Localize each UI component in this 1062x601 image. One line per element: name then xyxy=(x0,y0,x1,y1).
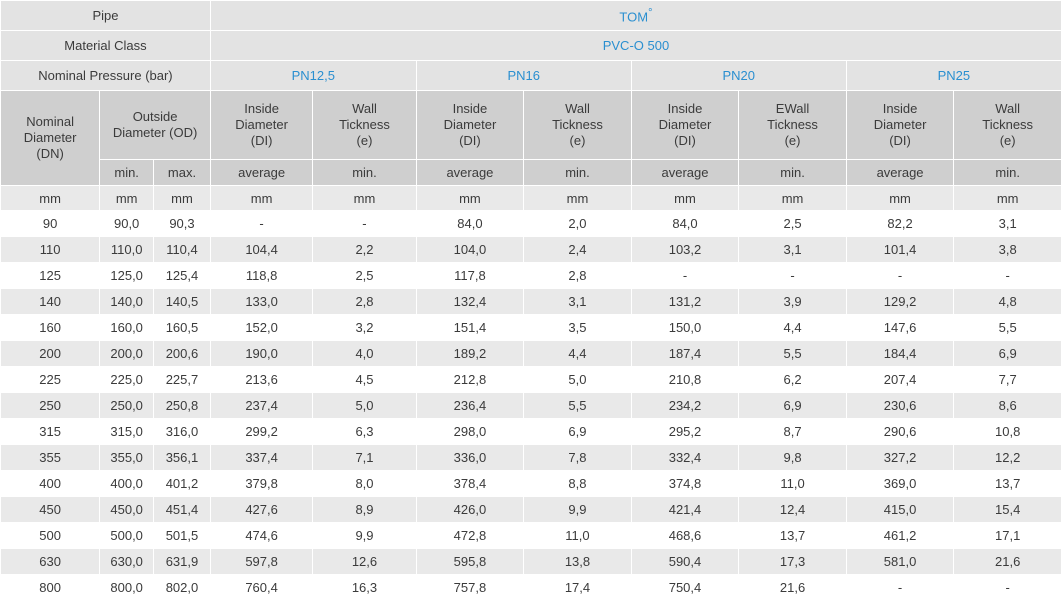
table-cell: 472,8 xyxy=(416,523,524,549)
label-line: (DI) xyxy=(250,133,273,149)
table-cell: 8,9 xyxy=(313,497,416,523)
label-line: (e) xyxy=(999,133,1016,149)
table-cell: 151,4 xyxy=(416,315,524,341)
col-inside-diameter-pn25 xyxy=(846,91,954,160)
table-cell: 160,0 xyxy=(100,315,154,341)
label-line: Tickness xyxy=(339,116,390,132)
pipe-label: Pipe xyxy=(1,1,211,31)
table-cell: 2,0 xyxy=(524,211,632,237)
table-cell: 152,0 xyxy=(210,315,312,341)
table-cell: 3,5 xyxy=(524,315,632,341)
table-cell: 426,0 xyxy=(416,497,524,523)
table-cell: 225,0 xyxy=(100,367,154,393)
table-cell: 2,8 xyxy=(313,289,416,315)
table-cell: 131,2 xyxy=(631,289,739,315)
table-cell: 2,8 xyxy=(524,263,632,289)
label-line: Inside xyxy=(667,100,703,116)
subhead-di-average-pn125: average xyxy=(210,160,312,186)
unit-cell: mm xyxy=(524,186,632,211)
table-cell: 225,7 xyxy=(154,367,211,393)
table-cell: 125,0 xyxy=(100,263,154,289)
table-cell: 450,0 xyxy=(100,497,154,523)
table-cell: 190,0 xyxy=(210,341,312,367)
table-cell: 630,0 xyxy=(100,549,154,575)
label-line: Inside xyxy=(452,100,488,116)
table-cell: 8,0 xyxy=(313,471,416,497)
label-line: (DI) xyxy=(459,133,481,149)
table-cell: 750,4 xyxy=(631,575,739,601)
table-cell: 7,1 xyxy=(313,445,416,471)
pressure-class-pn125: PN12,5 xyxy=(210,61,416,91)
table-cell: 501,5 xyxy=(154,523,211,549)
label-line: Tickness xyxy=(552,116,603,132)
table-cell: 132,4 xyxy=(416,289,524,315)
table-cell: 16,3 xyxy=(313,575,416,601)
table-cell: - xyxy=(846,263,954,289)
table-row xyxy=(1,211,1062,237)
table-cell: 17,1 xyxy=(954,523,1062,549)
table-cell: 3,9 xyxy=(739,289,847,315)
table-cell: 147,6 xyxy=(846,315,954,341)
table-cell: 760,4 xyxy=(210,575,312,601)
table-cell: 6,3 xyxy=(313,419,416,445)
label-line: Wall xyxy=(995,100,1021,116)
pressure-class-pn25: PN25 xyxy=(846,61,1061,91)
table-cell: 295,2 xyxy=(631,419,739,445)
table-cell: 379,8 xyxy=(210,471,312,497)
table-cell: 200 xyxy=(1,341,100,367)
table-cell: 5,0 xyxy=(313,393,416,419)
table-row xyxy=(1,237,1062,263)
table-cell: 597,8 xyxy=(210,549,312,575)
table-cell: 13,7 xyxy=(954,471,1062,497)
table-cell: 802,0 xyxy=(154,575,211,601)
table-row xyxy=(1,497,1062,523)
table-cell: 757,8 xyxy=(416,575,524,601)
table-cell: 250 xyxy=(1,393,100,419)
table-cell: 110,0 xyxy=(100,237,154,263)
table-cell: 13,7 xyxy=(739,523,847,549)
table-cell: 327,2 xyxy=(846,445,954,471)
unit-cell: mm xyxy=(100,186,154,211)
table-cell: 140,5 xyxy=(154,289,211,315)
pressure-class-pn20: PN20 xyxy=(631,61,846,91)
pipe-value xyxy=(210,1,1061,31)
table-cell: 401,2 xyxy=(154,471,211,497)
table-cell: 5,0 xyxy=(524,367,632,393)
table-cell: 82,2 xyxy=(846,211,954,237)
table-cell: 400 xyxy=(1,471,100,497)
table-cell: 12,2 xyxy=(954,445,1062,471)
label-line: Tickness xyxy=(982,116,1034,132)
table-cell: 590,4 xyxy=(631,549,739,575)
table-cell: 237,4 xyxy=(210,393,312,419)
col-nominal-diameter xyxy=(1,91,100,186)
label-line: Inside xyxy=(244,100,279,116)
table-row xyxy=(1,445,1062,471)
table-cell: 160 xyxy=(1,315,100,341)
label-line: Diameter xyxy=(443,116,497,132)
table-cell: 7,7 xyxy=(954,367,1062,393)
table-cell: - xyxy=(631,263,739,289)
subhead-od-min: min. xyxy=(100,160,154,186)
table-cell: 11,0 xyxy=(524,523,632,549)
table-cell: 101,4 xyxy=(846,237,954,263)
table-cell: 378,4 xyxy=(416,471,524,497)
unit-cell: mm xyxy=(210,186,312,211)
unit-cell: mm xyxy=(631,186,739,211)
table-cell: 421,4 xyxy=(631,497,739,523)
col-outside-diameter-line1: Outside xyxy=(132,108,178,124)
table-row xyxy=(1,315,1062,341)
table-cell: - xyxy=(739,263,847,289)
col-wall-thickness-pn25 xyxy=(954,91,1062,160)
table-cell: 184,4 xyxy=(846,341,954,367)
table-cell: 5,5 xyxy=(524,393,632,419)
col-wall-thickness-pn125 xyxy=(313,91,416,160)
table-cell: 315,0 xyxy=(100,419,154,445)
table-cell: 21,6 xyxy=(739,575,847,601)
table-cell: 6,9 xyxy=(739,393,847,419)
table-cell: 4,0 xyxy=(313,341,416,367)
table-row xyxy=(1,263,1062,289)
table-cell: 415,0 xyxy=(846,497,954,523)
table-cell: 500,0 xyxy=(100,523,154,549)
table-cell: 15,4 xyxy=(954,497,1062,523)
col-nominal-diameter-line2: Diameter xyxy=(23,129,77,145)
pipe-row xyxy=(1,1,1062,31)
table-cell: 11,0 xyxy=(739,471,847,497)
table-cell: 103,2 xyxy=(631,237,739,263)
table-row xyxy=(1,471,1062,497)
table-cell: 461,2 xyxy=(846,523,954,549)
table-cell: 213,6 xyxy=(210,367,312,393)
table-cell: 8,7 xyxy=(739,419,847,445)
table-cell: 298,0 xyxy=(416,419,524,445)
table-cell: 10,8 xyxy=(954,419,1062,445)
column-subheader-row xyxy=(1,160,1062,186)
material-class-label: Material Class xyxy=(1,31,211,61)
table-cell: 630 xyxy=(1,549,100,575)
table-cell: 8,8 xyxy=(524,471,632,497)
table-cell: 118,8 xyxy=(210,263,312,289)
table-cell: 84,0 xyxy=(416,211,524,237)
table-cell: 2,5 xyxy=(313,263,416,289)
table-cell: 133,0 xyxy=(210,289,312,315)
table-cell: 500 xyxy=(1,523,100,549)
table-cell: 400,0 xyxy=(100,471,154,497)
unit-cell: mm xyxy=(846,186,954,211)
table-cell: 90 xyxy=(1,211,100,237)
table-cell: 332,4 xyxy=(631,445,739,471)
table-cell: 631,9 xyxy=(154,549,211,575)
pipe-value-text: TOM xyxy=(619,9,649,25)
table-cell: 336,0 xyxy=(416,445,524,471)
col-outside-diameter xyxy=(100,91,211,160)
table-cell: 200,6 xyxy=(154,341,211,367)
subhead-e-min-pn16: min. xyxy=(524,160,632,186)
label-line: Diameter xyxy=(658,116,712,132)
table-cell: 3,1 xyxy=(524,289,632,315)
nominal-pressure-row xyxy=(1,61,1062,91)
table-cell: 17,3 xyxy=(739,549,847,575)
table-cell: - xyxy=(313,211,416,237)
unit-cell: mm xyxy=(739,186,847,211)
table-cell: 117,8 xyxy=(416,263,524,289)
material-class-row xyxy=(1,31,1062,61)
table-cell: 337,4 xyxy=(210,445,312,471)
table-row xyxy=(1,367,1062,393)
table-cell: 90,0 xyxy=(100,211,154,237)
table-cell: 21,6 xyxy=(954,549,1062,575)
table-cell: 140 xyxy=(1,289,100,315)
label-line: EWall xyxy=(775,100,810,116)
table-cell: 110 xyxy=(1,237,100,263)
label-line: Tickness xyxy=(767,116,818,132)
column-group-header-row xyxy=(1,91,1062,160)
table-cell: 581,0 xyxy=(846,549,954,575)
table-cell: 800,0 xyxy=(100,575,154,601)
table-cell: 3,2 xyxy=(313,315,416,341)
material-class-value: PVC-O 500 xyxy=(210,31,1061,61)
table-row xyxy=(1,341,1062,367)
table-cell: 250,8 xyxy=(154,393,211,419)
table-cell: - xyxy=(846,575,954,601)
label-line: (DI) xyxy=(674,133,696,149)
subhead-e-min-pn20: min. xyxy=(739,160,847,186)
table-cell: 212,8 xyxy=(416,367,524,393)
label-line: (e) xyxy=(569,133,586,149)
table-body xyxy=(1,211,1062,601)
table-cell: 12,4 xyxy=(739,497,847,523)
table-cell: - xyxy=(954,575,1062,601)
table-cell: 13,8 xyxy=(524,549,632,575)
units-row xyxy=(1,186,1062,211)
table-cell: 369,0 xyxy=(846,471,954,497)
table-cell: 6,9 xyxy=(954,341,1062,367)
table-cell: 800 xyxy=(1,575,100,601)
subhead-di-average-pn16: average xyxy=(416,160,524,186)
table-cell: 316,0 xyxy=(154,419,211,445)
subhead-e-min-pn125: min. xyxy=(313,160,416,186)
table-cell: 468,6 xyxy=(631,523,739,549)
label-line: Wall xyxy=(352,100,377,116)
pressure-class-pn16: PN16 xyxy=(416,61,631,91)
col-inside-diameter-pn125 xyxy=(210,91,312,160)
table-cell: 110,4 xyxy=(154,237,211,263)
table-cell: 200,0 xyxy=(100,341,154,367)
table-row xyxy=(1,575,1062,601)
table-cell: 6,9 xyxy=(524,419,632,445)
col-wall-thickness-pn16 xyxy=(524,91,632,160)
table-cell: 356,1 xyxy=(154,445,211,471)
label-line: (e) xyxy=(356,133,373,149)
table-row xyxy=(1,289,1062,315)
table-cell: 104,0 xyxy=(416,237,524,263)
col-nominal-diameter-line1: Nominal xyxy=(26,113,74,129)
table-row xyxy=(1,549,1062,575)
table-cell: 187,4 xyxy=(631,341,739,367)
unit-cell: mm xyxy=(954,186,1062,211)
table-cell: 207,4 xyxy=(846,367,954,393)
table-cell: 299,2 xyxy=(210,419,312,445)
table-cell: 450 xyxy=(1,497,100,523)
table-cell: 234,2 xyxy=(631,393,739,419)
table-cell: 225 xyxy=(1,367,100,393)
table-cell: 355 xyxy=(1,445,100,471)
label-line: (DI) xyxy=(889,133,911,149)
col-inside-diameter-pn20 xyxy=(631,91,739,160)
label-line: Inside xyxy=(882,100,918,116)
table-cell: 474,6 xyxy=(210,523,312,549)
table-cell: 8,6 xyxy=(954,393,1062,419)
col-wall-thickness-pn20 xyxy=(739,91,847,160)
table-cell: 7,8 xyxy=(524,445,632,471)
table-cell: 160,5 xyxy=(154,315,211,341)
table-cell: 210,8 xyxy=(631,367,739,393)
table-cell: 595,8 xyxy=(416,549,524,575)
table-cell: 4,4 xyxy=(524,341,632,367)
unit-cell: mm xyxy=(313,186,416,211)
table-row xyxy=(1,523,1062,549)
subhead-e-min-pn25: min. xyxy=(954,160,1062,186)
label-line: Wall xyxy=(565,100,590,116)
table-cell: 9,9 xyxy=(524,497,632,523)
table-cell: 236,4 xyxy=(416,393,524,419)
table-cell: 90,3 xyxy=(154,211,211,237)
table-cell: - xyxy=(954,263,1062,289)
table-cell: 12,6 xyxy=(313,549,416,575)
table-cell: 355,0 xyxy=(100,445,154,471)
pipe-value-mark: ° xyxy=(648,6,653,19)
table-cell: 4,5 xyxy=(313,367,416,393)
subhead-od-max: max. xyxy=(154,160,211,186)
table-cell: 9,9 xyxy=(313,523,416,549)
table-cell: 150,0 xyxy=(631,315,739,341)
table-cell: 290,6 xyxy=(846,419,954,445)
label-line: Diameter xyxy=(873,116,927,132)
col-nominal-diameter-line3: (DN) xyxy=(36,146,64,162)
table-cell: - xyxy=(210,211,312,237)
table-cell: 4,8 xyxy=(954,289,1062,315)
table-cell: 5,5 xyxy=(954,315,1062,341)
table-cell: 6,2 xyxy=(739,367,847,393)
table-cell: 125,4 xyxy=(154,263,211,289)
unit-cell: mm xyxy=(416,186,524,211)
table-cell: 129,2 xyxy=(846,289,954,315)
label-line: (e) xyxy=(784,133,801,149)
table-cell: 104,4 xyxy=(210,237,312,263)
table-cell: 2,4 xyxy=(524,237,632,263)
nominal-pressure-label: Nominal Pressure (bar) xyxy=(1,61,211,91)
table-cell: 140,0 xyxy=(100,289,154,315)
table-row xyxy=(1,393,1062,419)
table-cell: 427,6 xyxy=(210,497,312,523)
table-cell: 3,8 xyxy=(954,237,1062,263)
table-cell: 84,0 xyxy=(631,211,739,237)
table-cell: 5,5 xyxy=(739,341,847,367)
table-cell: 2,5 xyxy=(739,211,847,237)
subhead-di-average-pn20: average xyxy=(631,160,739,186)
table-cell: 315 xyxy=(1,419,100,445)
label-line: Diameter xyxy=(235,116,288,132)
table-cell: 3,1 xyxy=(739,237,847,263)
subhead-di-average-pn25: average xyxy=(846,160,954,186)
table-cell: 2,2 xyxy=(313,237,416,263)
unit-cell: mm xyxy=(1,186,100,211)
table-cell: 250,0 xyxy=(100,393,154,419)
table-cell: 189,2 xyxy=(416,341,524,367)
table-cell: 17,4 xyxy=(524,575,632,601)
col-inside-diameter-pn16 xyxy=(416,91,524,160)
table-cell: 230,6 xyxy=(846,393,954,419)
table-cell: 451,4 xyxy=(154,497,211,523)
table-cell: 9,8 xyxy=(739,445,847,471)
col-outside-diameter-line2: Diameter (OD) xyxy=(112,125,198,140)
table-cell: 4,4 xyxy=(739,315,847,341)
table-row xyxy=(1,419,1062,445)
table-cell: 125 xyxy=(1,263,100,289)
table-cell: 3,1 xyxy=(954,211,1062,237)
unit-cell: mm xyxy=(154,186,211,211)
table-cell: 374,8 xyxy=(631,471,739,497)
